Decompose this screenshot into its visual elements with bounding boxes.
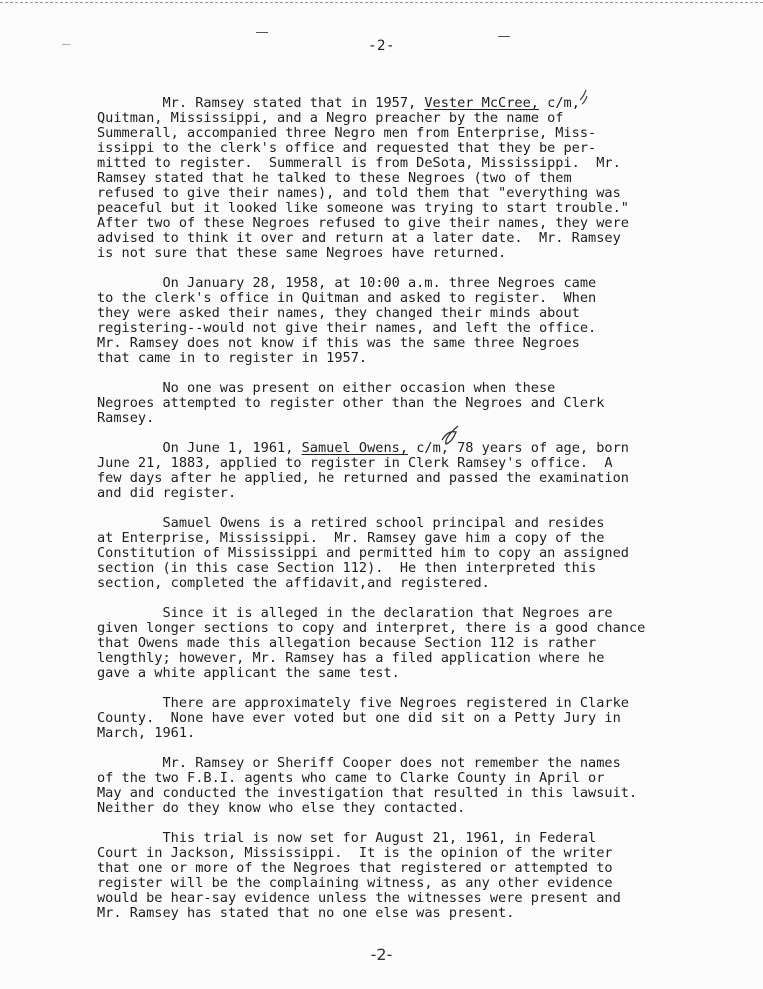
line-text: and did register. [97, 485, 237, 501]
paragraph [97, 441, 717, 501]
line-text: gave a white applicant the same test. [97, 665, 400, 681]
line-text: to the clerk's office in Quitman and asked to register. When [97, 290, 597, 306]
underlined-name: Vester McCree, [424, 95, 539, 111]
text-line [97, 861, 717, 876]
text-line [97, 531, 717, 546]
line-text: Mr. Ramsey does not know if this was the same three Negroes [97, 335, 580, 351]
text-line [97, 411, 717, 426]
line-text: Samuel Owens is a retired school principal and resides [97, 515, 605, 531]
text-line [97, 876, 717, 891]
text-line [97, 801, 717, 816]
paragraph [97, 96, 717, 261]
line-text: Since it is alleged in the declaration that Negroes are [97, 605, 613, 621]
text-line [97, 636, 717, 651]
line-text: This trial is now set for August 21, 1961, in Federal [97, 830, 597, 846]
line-text: would be hear-say evidence unless the witnesses were present and [97, 890, 621, 906]
line-text: they were asked their names, they changed their minds about [97, 305, 580, 321]
text-line [97, 276, 717, 291]
line-text: Mr. Ramsey or Sheriff Cooper does not remember the names [97, 755, 621, 771]
paragraph [97, 606, 717, 681]
line-text: section, completed the affidavit,and registered. [97, 575, 490, 591]
line-text: County. None have ever voted but one did sit on a Petty Jury in [97, 710, 621, 726]
text-line [97, 291, 717, 306]
line-text: Quitman, Mississippi, and a Negro preacher by the name of [97, 110, 564, 126]
text-line [97, 486, 717, 501]
paragraph [97, 831, 717, 921]
line-text: that came in to register in 1957. [97, 350, 368, 366]
text-line [97, 606, 717, 621]
text-line [97, 396, 717, 411]
text-line [97, 471, 717, 486]
text-line [97, 441, 717, 456]
line-text: register will be the complaining witness, as any other evidence [97, 875, 613, 891]
text-line [97, 156, 717, 171]
text-line [97, 321, 717, 336]
text-line [97, 726, 717, 741]
underlined-name: Samuel Owens, [301, 440, 409, 456]
line-text: at Enterprise, Mississippi. Mr. Ramsey gave him a copy of the [97, 530, 605, 546]
line-text: few days after he applied, he returned and passed the examination [97, 470, 629, 486]
paragraph [97, 516, 717, 591]
line-text: Mr. Ramsey has stated that no one else was present. [97, 905, 515, 921]
line-text: On January 28, 1958, at 10:00 a.m. three Negroes came [97, 275, 597, 291]
line-text: May and conducted the investigation that resulted in this lawsuit. [97, 785, 638, 801]
text-line [97, 126, 717, 141]
paragraph [97, 756, 717, 816]
paragraph [97, 276, 717, 366]
line-text: given longer sections to copy and interpret, there is a good chance [97, 620, 646, 636]
text-line [97, 846, 717, 861]
text-line [97, 201, 717, 216]
text-line [97, 351, 717, 366]
line-text: registering--would not give their names, and left the office. [97, 320, 597, 336]
stray-mark-right [498, 36, 510, 37]
line-text: lengthly; however, Mr. Ramsey has a filed application where he [97, 650, 605, 666]
line-text: Negroes attempted to register other than the Negroes and Clerk [97, 395, 605, 411]
text-line [97, 561, 717, 576]
line-text: section (in this case Section 112). He then interpreted this [97, 560, 597, 576]
text-line [97, 456, 717, 471]
text-line [97, 546, 717, 561]
text-line [97, 756, 717, 771]
text-line [97, 336, 717, 351]
text-line [97, 381, 717, 396]
line-text: On June 1, 1961, [97, 440, 302, 456]
stray-mark-left [256, 32, 268, 33]
line-text: Summerall, accompanied three Negro men from Enterprise, Miss- [97, 125, 597, 141]
line-text: of the two F.B.I. agents who came to Clarke County in April or [97, 770, 605, 786]
text-line [97, 906, 717, 921]
text-line [97, 171, 717, 186]
text-line [97, 831, 717, 846]
text-line [97, 786, 717, 801]
text-line [97, 711, 717, 726]
text-line [97, 306, 717, 321]
line-text: refused to give their names), and told them that "everything was [97, 185, 621, 201]
paragraph [97, 381, 717, 426]
page-number-bottom: -2- [370, 945, 393, 964]
text-line [97, 771, 717, 786]
line-text: issippi to the clerk's office and requested that they be per- [97, 140, 597, 156]
text-line [97, 696, 717, 711]
line-text: is not sure that these same Negroes have returned. [97, 245, 507, 261]
text-line [97, 186, 717, 201]
line-text: There are approximately five Negroes registered in Clarke [97, 695, 629, 711]
text-line [97, 216, 717, 231]
line-text: March, 1961. [97, 725, 196, 741]
line-text: Constitution of Mississippi and permitted him to copy an assigned [97, 545, 629, 561]
line-text: After two of these Negroes refused to give their names, they were [97, 215, 629, 231]
line-text: Mr. Ramsey stated that in 1957, [97, 95, 425, 111]
text-line [97, 651, 717, 666]
document-body [97, 96, 717, 936]
text-line [97, 516, 717, 531]
text-line [97, 666, 717, 681]
line-text: advised to think it over and return at a later date. Mr. Ramsey [97, 230, 621, 246]
line-text: No one was present on either occasion when these [97, 380, 556, 396]
line-text: Ramsey stated that he talked to these Negroes (two of them [97, 170, 572, 186]
page-number-top: -2- [368, 38, 395, 54]
text-line [97, 96, 717, 111]
text-line [97, 231, 717, 246]
text-line [97, 621, 717, 636]
line-text: that one or more of the Negroes that registered or attempted to [97, 860, 613, 876]
paragraph [97, 696, 717, 741]
top-edge-dashed-border [0, 2, 763, 3]
line-text-after: c/m, 78 years of age, born [408, 440, 629, 456]
text-line [97, 891, 717, 906]
text-line [97, 141, 717, 156]
line-text: that Owens made this allegation because Section 112 is rather [97, 635, 597, 651]
line-text-after: c/m, [538, 95, 580, 111]
line-text: Ramsey. [97, 410, 155, 426]
text-line [97, 111, 717, 126]
line-text: mitted to register. Summerall is from DeSota, Mississippi. Mr. [97, 155, 621, 171]
text-line [97, 576, 717, 591]
text-line [97, 246, 717, 261]
line-text: June 21, 1883, applied to register in Clerk Ramsey's office. A [97, 455, 613, 471]
line-text: peaceful but it looked like someone was trying to start trouble." [97, 200, 629, 216]
line-text: Neither do they know who else they contacted. [97, 800, 466, 816]
line-text: Court in Jackson, Mississippi. It is the opinion of the writer [97, 845, 613, 861]
